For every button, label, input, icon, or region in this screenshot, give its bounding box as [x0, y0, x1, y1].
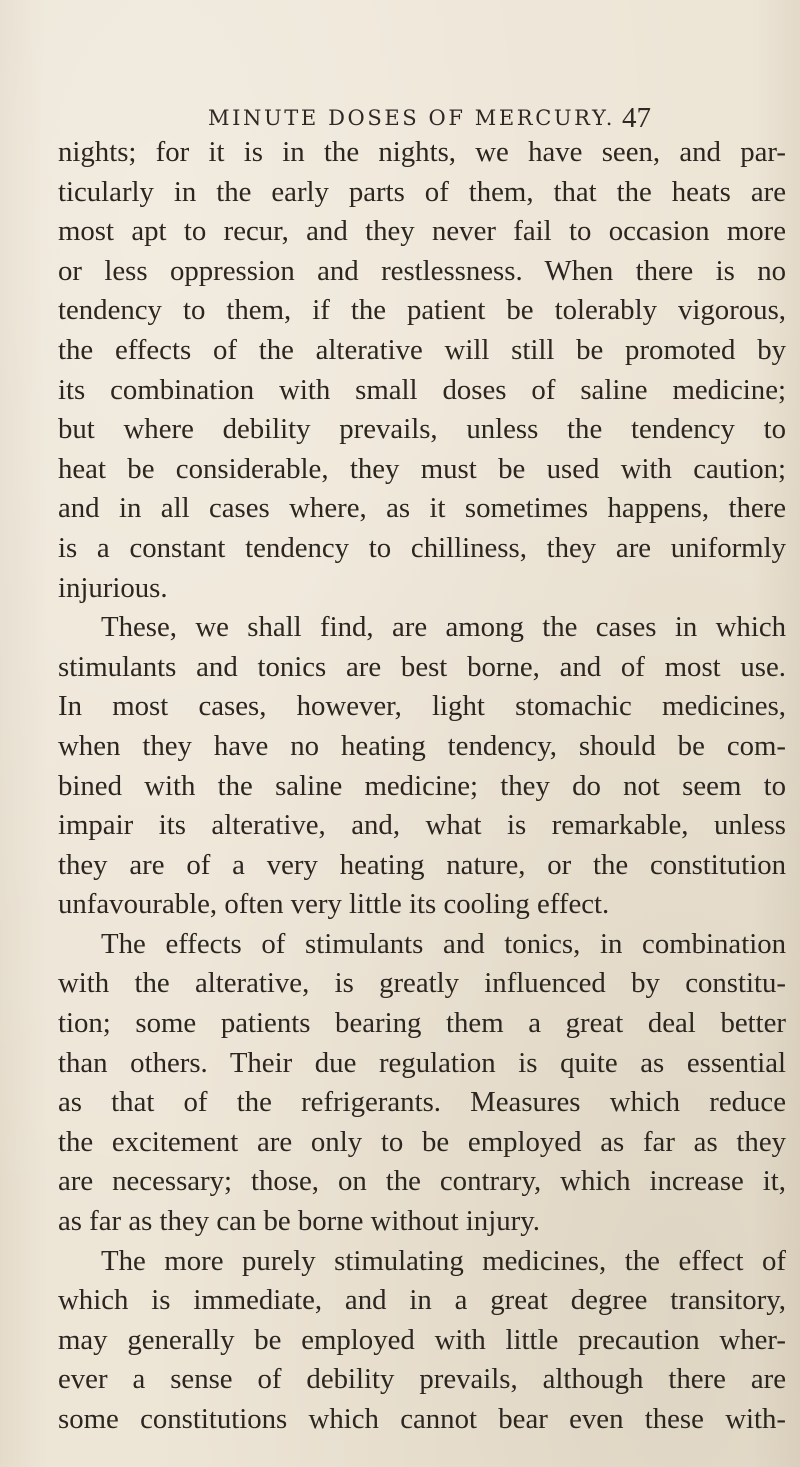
text-line: most apt to recur, and they never fail to occasion more	[58, 215, 786, 248]
text-line: with the alterative, is greatly influenced by constitu-	[58, 967, 786, 1000]
text-line: and in all cases where, as it sometimes happens, there	[58, 492, 786, 525]
text-line: than others. Their due regulation is quite as essential	[58, 1046, 786, 1079]
text-line: impair its alterative, and, what is remarkable, unless	[58, 809, 786, 842]
text-line: unfavourable, often very little its cooling effect.	[58, 888, 610, 921]
text-line: tendency to them, if the patient be tolerably vigorous,	[58, 294, 786, 327]
paragraph-start-line: The effects of stimulants and tonics, in combination	[101, 927, 786, 960]
text-line: as far as they can be borne without injury.	[58, 1205, 540, 1238]
text-line: the excitement are only to be employed as far as they	[58, 1125, 786, 1158]
text-line: stimulants and tonics are best borne, and of most use.	[58, 650, 786, 683]
text-line: are necessary; those, on the contrary, which increase it,	[58, 1165, 786, 1198]
text-line: ever a sense of debility prevails, although there are	[58, 1363, 786, 1396]
body-text	[58, 133, 786, 1440]
text-line: but where debility prevails, unless the tendency to	[58, 413, 786, 446]
text-line: the effects of the alterative will still be promoted by	[58, 333, 786, 366]
text-line: which is immediate, and in a great degree transitory,	[58, 1284, 786, 1317]
text-line: ticularly in the early parts of them, that the heats are	[58, 175, 786, 208]
text-line: In most cases, however, light stomachic medicines,	[58, 690, 786, 723]
paragraph-start-line: The more purely stimulating medicines, the effect of	[101, 1244, 786, 1277]
running-title: MINUTE DOSES OF MERCURY.	[208, 106, 615, 130]
text-line: nights; for it is in the nights, we have seen, and par-	[58, 136, 786, 168]
text-line: they are of a very heating nature, or the constitution	[58, 848, 786, 881]
text-line: heat be considerable, they must be used with caution;	[58, 452, 786, 485]
text-line: bined with the saline medicine; they do not seem to	[58, 769, 786, 802]
text-line: as that of the refrigerants. Measures which reduce	[58, 1086, 786, 1119]
text-line: when they have no heating tendency, should be com-	[58, 729, 786, 762]
text-line: tion; some patients bearing them a great deal better	[58, 1007, 786, 1040]
text-line: some constitutions which cannot bear even these with-	[58, 1403, 786, 1435]
text-line: or less oppression and restlessness. When there is no	[58, 254, 786, 287]
paragraph-start-line: These, we shall find, are among the cases in which	[101, 611, 786, 644]
page-number: 47	[622, 102, 651, 134]
text-line: injurious.	[58, 571, 168, 604]
text-line: its combination with small doses of saline medicine;	[58, 373, 786, 406]
text-line: may generally be employed with little precaution wher-	[58, 1323, 786, 1356]
text-line: is a constant tendency to chilliness, they are uniformly	[58, 531, 786, 564]
